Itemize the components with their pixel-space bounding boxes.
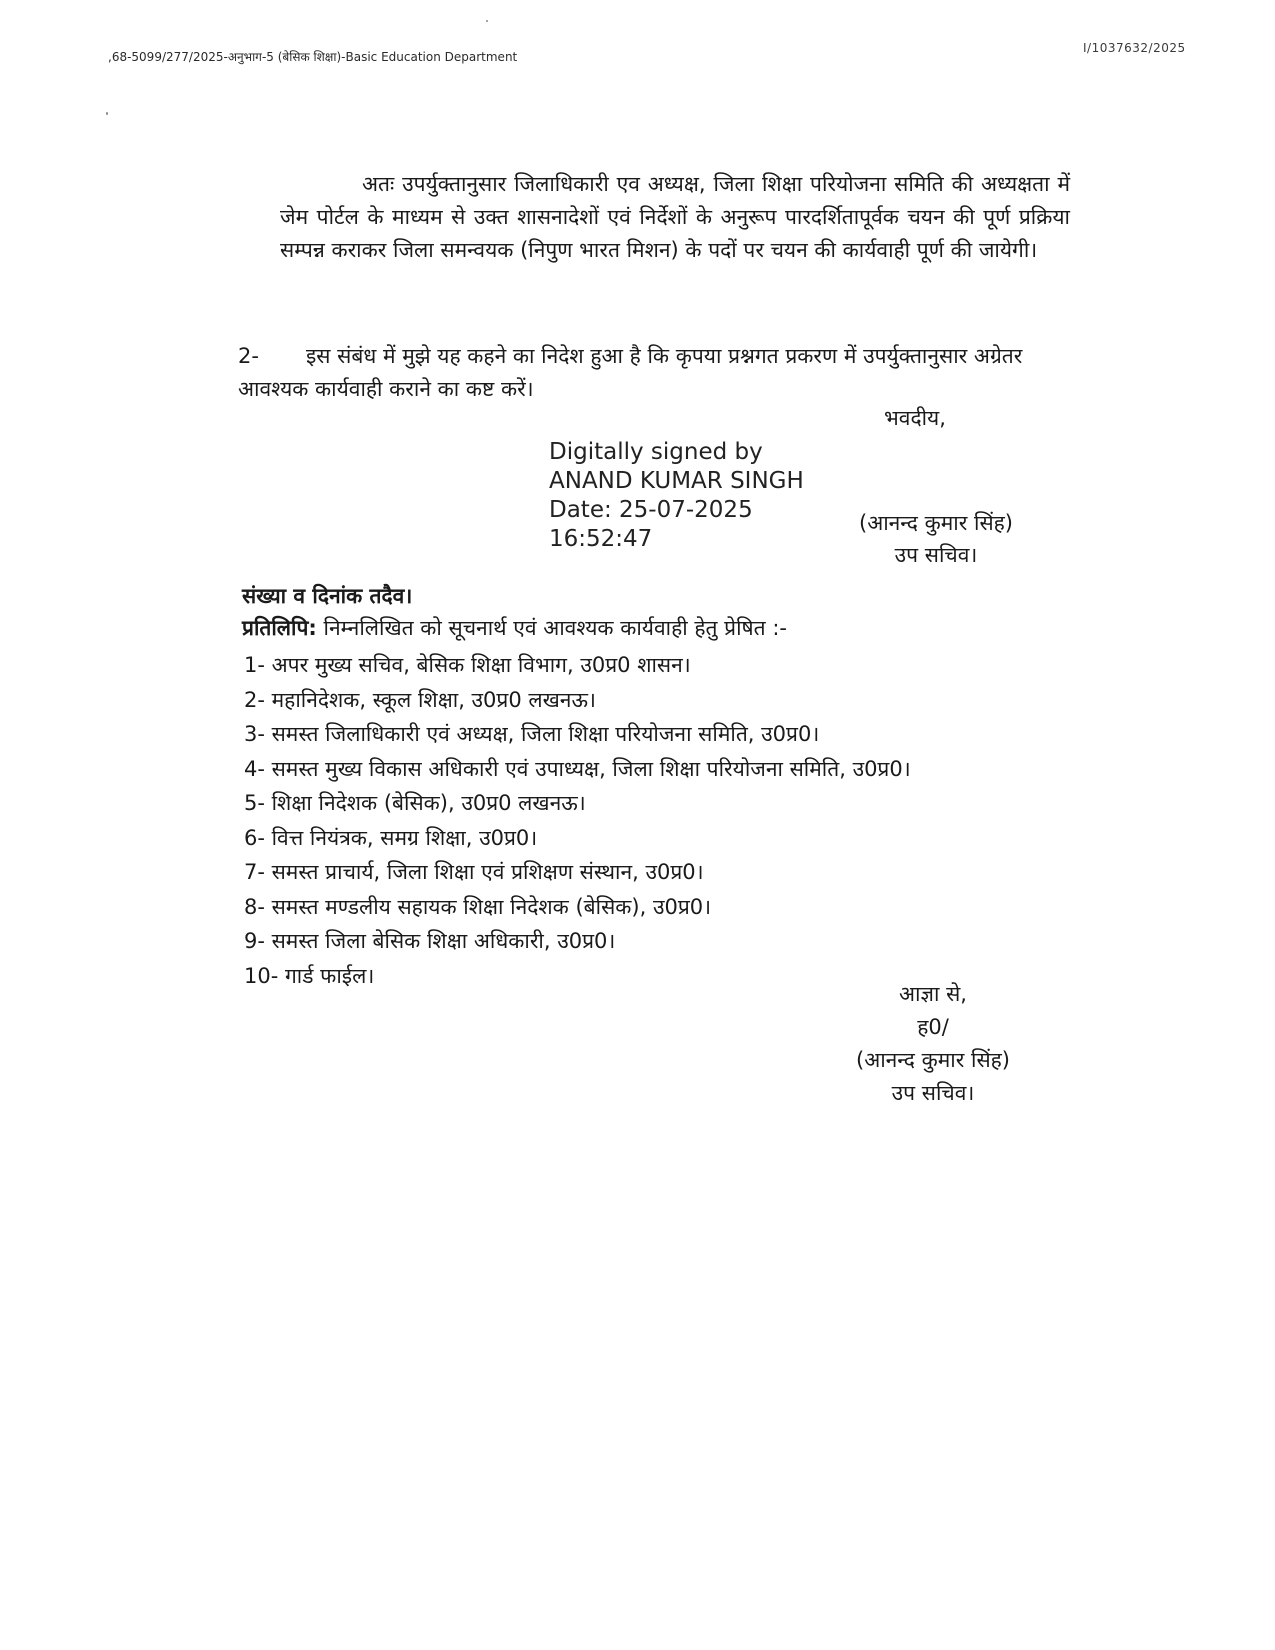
- file-reference: ,68-5099/277/2025-अनुभाग-5 (बेसिक शिक्षा)-Basic Education Department: [108, 50, 518, 64]
- body-paragraph-1: अतः उपर्युक्तानुसार जिलाधिकारी एव अध्यक्ष, जिला शिक्षा परियोजना समिति की अध्यक्षता में जेम पोर्टल के माध्यम से उक्त शासनादेशों एवं निर्देशों के अनुरूप पारदर्शितापूर्वक चयन की पूर्ण प्रक्रिया सम्पन्न कराकर जिला समन्वयक (निपुण भारत मिशन) के पदों पर चयन की कार्यवाही पूर्ण की जायेगी।: [280, 172, 1070, 262]
- closing-salutation: भवदीय,: [884, 406, 946, 430]
- digital-signature-line: Digitally signed by: [549, 439, 763, 465]
- list-item: 5- शिक्षा निदेशक (बेसिक), उ0प्र0 लखनऊ।: [244, 791, 586, 815]
- signed-mark: ह0/: [917, 1015, 949, 1039]
- by-order-line: आज्ञा से,: [899, 982, 967, 1006]
- order-signature-block: [828, 978, 1038, 1110]
- copy-to-text: निम्नलिखित को सूचनार्थ एवं आवश्यक कार्यवाही हेतु प्रेषित :-: [323, 616, 787, 640]
- signatory-name: (आनन्द कुमार सिंह): [859, 511, 1013, 535]
- scan-speck: [106, 112, 108, 115]
- scan-speck: [486, 20, 488, 22]
- order-signatory-designation: उप सचिव।: [891, 1081, 975, 1105]
- list-item: 9- समस्त जिला बेसिक शिक्षा अधिकारी, उ0प्र0।: [244, 929, 616, 953]
- digital-signature-signer: ANAND KUMAR SINGH: [549, 468, 804, 494]
- list-item: 6- वित्त नियंत्रक, समग्र शिक्षा, उ0प्र0।: [244, 825, 538, 850]
- list-item: 3- समस्त जिलाधिकारी एवं अध्यक्ष, जिला शिक्षा परियोजना समिति, उ0प्र0।: [244, 722, 820, 746]
- paragraph-number: 2-: [238, 344, 259, 368]
- copy-to-list: [244, 648, 911, 993]
- list-item: 2- महानिदेशक, स्कूल शिक्षा, उ0प्र0 लखनऊ।: [244, 687, 596, 712]
- copy-to-label: प्रतिलिपि:: [242, 616, 317, 640]
- list-item: 1- अपर मुख्य सचिव, बेसिक शिक्षा विभाग, उ0प्र0 शासन।: [244, 653, 691, 677]
- digital-signature-date: Date: 25-07-2025: [549, 497, 753, 523]
- body-paragraph-2: [238, 340, 1068, 406]
- list-item: 10- गार्ड फाईल।: [244, 963, 375, 988]
- list-item: 4- समस्त मुख्य विकास अधिकारी एवं उपाध्यक्ष, जिला शिक्षा परियोजना समिति, उ0प्र0।: [244, 756, 911, 781]
- order-signatory-name: (आनन्द कुमार सिंह): [856, 1048, 1010, 1072]
- document-number: I/1037632/2025: [1083, 41, 1186, 55]
- copy-to-line: [242, 614, 787, 642]
- reference-number-date: संख्या व दिनांक तदैव।: [242, 584, 413, 608]
- signatory-block: [836, 507, 1036, 571]
- digital-signature-time: 16:52:47: [549, 526, 653, 552]
- paragraph-2-text: इस संबंध में मुझे यह कहने का निदेश हुआ है कि कृपया प्रश्नगत प्रकरण में उपर्युक्तानुसार अग्रेतर आवश्यक कार्यवाही कराने का कष्ट करें।: [238, 344, 1023, 401]
- digital-signature-stamp: [549, 438, 804, 554]
- signatory-designation: उप सचिव।: [894, 543, 978, 567]
- list-item: 7- समस्त प्राचार्य, जिला शिक्षा एवं प्रशिक्षण संस्थान, उ0प्र0।: [244, 860, 704, 884]
- list-item: 8- समस्त मण्डलीय सहायक शिक्षा निदेशक (बेसिक), उ0प्र0।: [244, 894, 712, 919]
